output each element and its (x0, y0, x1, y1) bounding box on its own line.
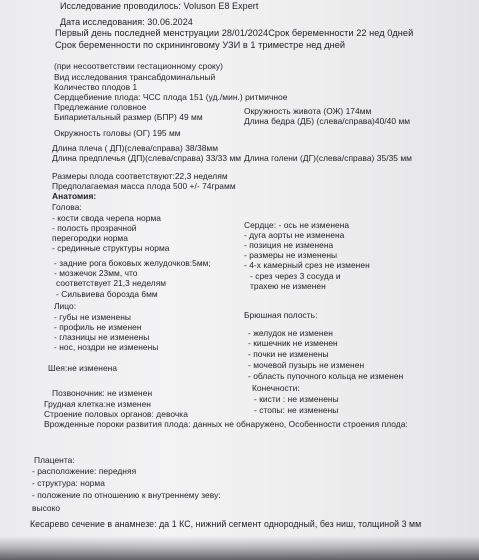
list-item: - структура: норма (32, 478, 105, 488)
list-item: - срез через 3 сосуда и (250, 271, 341, 281)
list-item: - размеры не изменены (244, 250, 338, 260)
chest: Грудная клетка:не изменен (44, 399, 151, 409)
list-item: - положение по отношению к внутреннему зеву: (32, 490, 221, 500)
exam-method: Вид исследования трансабдоминальный (54, 72, 216, 82)
list-item: - расположение: передняя (32, 466, 137, 476)
face-title: Лицо: (54, 301, 77, 311)
fetal-size: Размеры плода соответствуют:22,3 неделям (52, 171, 228, 181)
neck: Шея:не изменена (48, 363, 118, 373)
abdominal-circumference: Окружность живота (ОЖ) 174мм (244, 106, 372, 116)
fetus-count: Количество плодов 1 (54, 82, 138, 92)
head-title: Голова: (52, 202, 82, 212)
list-item: - Сильвиева борозда 6мм (56, 289, 158, 299)
list-item: высоко (32, 503, 61, 513)
forearm-length: Длина предплечья (ДП)(слева/справа) 33/33 мм (52, 153, 242, 163)
list-item: - желудок не изменен (248, 328, 333, 338)
list-item: - позиция не изменена (244, 240, 334, 250)
abdomen-title: Брюшная полость: (244, 310, 318, 320)
bpd: Бипариетальный размер (БПР) 49 мм (54, 112, 203, 122)
list-item: - почки не изменены (248, 349, 329, 359)
anatomy-heading: Анатомия: (52, 191, 97, 201)
list-item: - кости свода черепа норма (52, 213, 161, 223)
placenta-title: Плацента: (34, 455, 75, 465)
list-item: - полость прозрачной (52, 223, 137, 233)
cesarean-history: Кесарево сечение в анамнезе: да 1 КС, нижний сегмент однородный, без ниш, толщиной 3 мм (30, 519, 422, 529)
presentation: Предлежание головное (54, 102, 147, 112)
list-item: - область пупочного кольца не изменен (248, 371, 404, 381)
exam-date: Дата исследования: 30.06.2024 (60, 17, 193, 27)
malformations: Врожденные пороки развития плода: данных не обнаружено, Особенности строения плода: (44, 419, 408, 429)
screening-line: Срок беременности по скрининговому УЗИ в 1 триместре нед дней (55, 40, 346, 50)
spine: Позвоночник: не изменен (52, 388, 153, 398)
list-item: соответствует 21,3 неделям (56, 278, 167, 288)
list-item: - мочевой пузырь не изменен (248, 360, 365, 370)
list-item: трахею не изменен (250, 281, 326, 291)
list-item: - кишечник не изменен (248, 338, 338, 348)
head-circumference: Окружность головы (ОГ) 195 мм (54, 128, 181, 138)
list-item: перегородки норма (52, 233, 128, 243)
fetal-weight: Предполагаемая масса плода 500 +/- 74грамм (52, 181, 236, 191)
page-fold-shadow (0, 536, 479, 560)
list-item: - мозжечок 23мм, что (54, 268, 138, 278)
list-item: - стопы: не изменены (254, 405, 339, 415)
list-item: - профиль не изменен (54, 322, 142, 332)
list-item: - кисти : не изменены (254, 394, 339, 404)
humerus-length: Длина плеча ( ДП)(слева/справа) 38/38мм (52, 143, 219, 153)
list-item: - срединные структуры норма (52, 243, 170, 253)
list-item: - задние рога боковых желудочков:5мм; (54, 258, 211, 268)
list-item: - глазницы не изменены (54, 332, 150, 342)
list-item: - дуга аорты не изменена (244, 230, 345, 240)
list-item: - 4-х камерный срез не изменен (244, 260, 370, 270)
list-item: - нос, ноздри не изменены (54, 342, 159, 352)
gestation-note: (при несоответствии гестационному сроку) (54, 61, 223, 71)
lmp-line: Первый день последней менструации 28/01/2024Срок беременности 22 нед 0дней (55, 28, 414, 38)
heartbeat: Сердцебиение плода: ЧСС плода 151 (уд./мин.) ритмичное (54, 92, 288, 102)
femur-length: Длина бедра (ДБ) (слева/справа)40/40 мм (244, 116, 411, 126)
genitals: Строение половых органов: девочка (44, 409, 188, 419)
device-line: Исследование проводилось: Voluson E8 Expert (60, 1, 259, 11)
list-item: - губы не изменены (54, 312, 131, 322)
list-item: Сердце: - ось не изменена (244, 220, 350, 230)
limbs-title: Конечности: (252, 383, 300, 393)
tibia-length: Длина голени (ДГ)(слева/справа) 35/35 мм (244, 153, 412, 163)
